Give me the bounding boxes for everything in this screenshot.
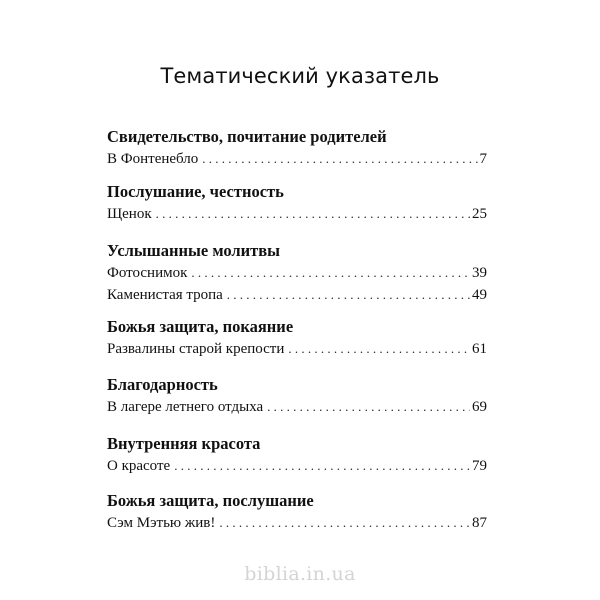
dot-leader (288, 339, 470, 359)
dot-leader (156, 204, 470, 224)
entry-title: Сэм Мэтью жив! (107, 515, 216, 531)
section-heading: Божья защита, послушание (107, 491, 314, 510)
index-section (107, 434, 487, 476)
entry-title: О красоте (107, 458, 171, 474)
dot-leader (219, 513, 470, 533)
entry-page-number: 87 (472, 515, 487, 531)
index-entry[interactable] (107, 285, 487, 305)
index-entry[interactable] (107, 397, 487, 417)
index-section (107, 182, 487, 224)
index-section (107, 491, 487, 533)
entry-page-number: 49 (472, 287, 487, 303)
dot-leader (191, 263, 470, 283)
section-heading: Божья защита, покаяние (107, 317, 294, 336)
index-section (107, 375, 487, 417)
entry-title: Развалины старой крепости (107, 341, 285, 357)
entry-page-number: 25 (472, 206, 487, 222)
index-entry[interactable] (107, 339, 487, 359)
entry-title: Фотоснимок (107, 265, 188, 281)
entry-title: Щенок (107, 206, 152, 222)
dot-leader (202, 149, 477, 169)
index-section (107, 127, 487, 169)
index-entry[interactable] (107, 513, 487, 533)
section-heading: Внутренняя красота (107, 434, 261, 453)
section-heading: Услышанные молитвы (107, 241, 281, 260)
entry-page-number: 39 (472, 265, 487, 281)
page-title: Тематический указатель (160, 64, 440, 88)
section-heading: Благодарность (107, 375, 218, 394)
index-entry[interactable] (107, 456, 487, 476)
entry-title: В лагере летнего отдыха (107, 399, 264, 415)
watermark: biblia.in.ua (244, 563, 356, 585)
index-section (107, 241, 487, 305)
dot-leader (267, 397, 470, 417)
dot-leader (227, 285, 470, 305)
entry-page-number: 79 (472, 458, 487, 474)
entry-page-number: 61 (472, 341, 487, 357)
section-heading: Послушание, честность (107, 182, 284, 201)
index-entry[interactable] (107, 263, 487, 283)
section-heading: Свидетельство, почитание родителей (107, 127, 387, 146)
entry-title: Каменистая тропа (107, 287, 223, 303)
index-entry[interactable] (107, 204, 487, 224)
dot-leader (174, 456, 470, 476)
index-section (107, 317, 487, 359)
index-entry[interactable] (107, 149, 487, 169)
entry-page-number: 7 (479, 151, 487, 167)
entry-page-number: 69 (472, 399, 487, 415)
entry-title: В Фонтенебло (107, 151, 199, 167)
